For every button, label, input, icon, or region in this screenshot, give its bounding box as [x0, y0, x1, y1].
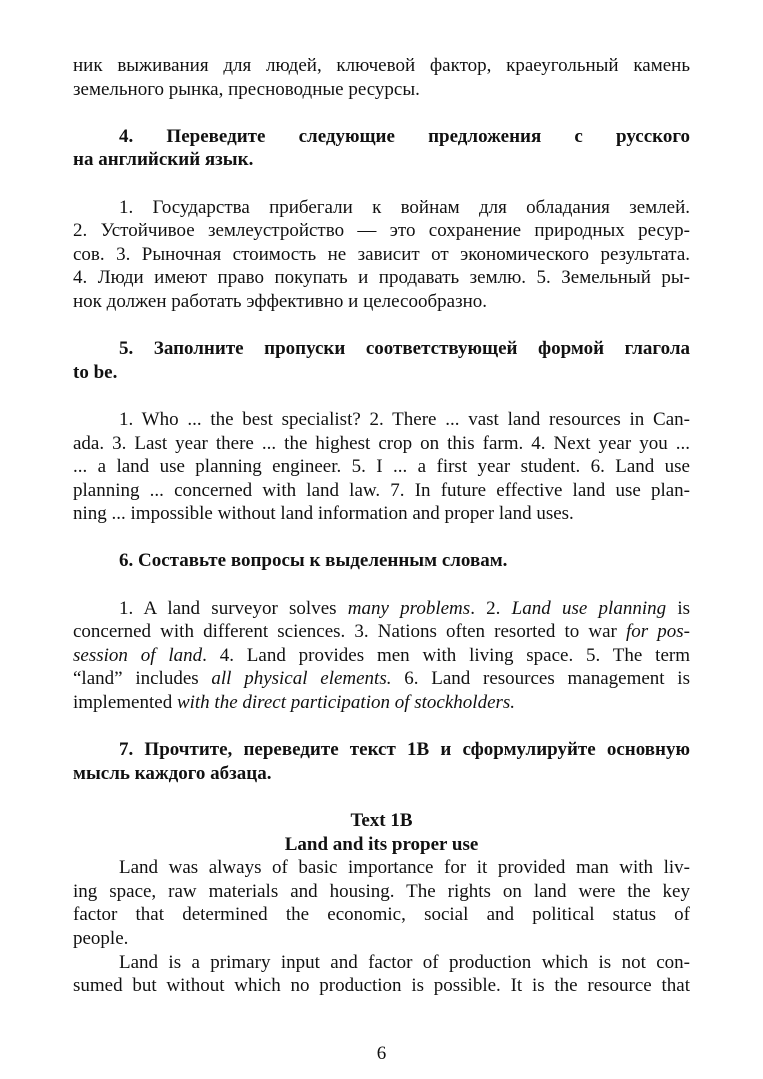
text-run: . 4. Land provides men with living space. 5. The term [202, 644, 690, 666]
task5-heading: to be. [73, 361, 118, 383]
page-number: 6 [376, 1043, 387, 1064]
body-line: sumed but without which no production is possible. It is the resource that [73, 975, 690, 997]
task4-line: нок должен работать эффективно и целесообразно. [73, 290, 488, 312]
task5-line: ada. 3. Last year there ... the highest crop on this farm. 4. Next year you ... [73, 432, 690, 454]
emphasis-run: session of land [73, 644, 203, 666]
task4-line: сов. 3. Рыночная стоимость не зависит от экономического результата. [73, 243, 690, 265]
body-line: Land was always of basic importance for it provided man with liv- [119, 857, 690, 879]
body-line: Land is a primary input and factor of production which is not con- [119, 951, 690, 973]
intro-line: ник выживания для людей, ключевой фактор, краеугольный камень [73, 55, 690, 76]
emphasis-run: with the direct participation of stockholders. [176, 692, 516, 714]
task5-line: ... a land use planning engineer. 5. I ... a first year student. 6. Land use [73, 456, 690, 478]
task6-line [73, 667, 690, 691]
task7-heading: мысль каждого абзаца. [73, 762, 272, 784]
task6-line [73, 597, 690, 621]
task5-line: 1. Who ... the best specialist? 2. There ... vast land resources in Can- [119, 408, 690, 430]
text-run: is [666, 597, 691, 619]
task7-heading: 7. Прочтите, переведите текст 1B и сформулируйте основную [119, 739, 690, 761]
emphasis-run: for pos- [625, 621, 690, 643]
task4-heading: 4. Переведите следующие предложения с русского [119, 125, 690, 147]
task5-line: planning ... concerned with land law. 7. In future effective land use plan- [73, 479, 690, 501]
task4-line: 1. Государства прибегали к войнам для обладания землей. [119, 196, 690, 218]
task5-line: ning ... impossible without land information and proper land uses. [73, 503, 574, 525]
task5-heading: 5. Заполните пропуски соответствующей формой глагола [119, 338, 690, 360]
task6-line [73, 691, 690, 715]
body-line: people. [73, 927, 129, 949]
body-line: factor that determined the economic, social and political status of [73, 904, 690, 926]
task6-line [73, 620, 690, 644]
task6-line [73, 644, 690, 668]
task4-heading: на английский язык. [73, 149, 254, 171]
text-run: 6. Land resources management is [391, 668, 690, 690]
emphasis-run: Land use planning [511, 597, 667, 619]
intro-line: земельного рынка, пресноводные ресурсы. [73, 78, 420, 100]
task4-line: 4. Люди имеют право покупать и продавать землю. 5. Земельный ры- [73, 267, 690, 289]
emphasis-run: many problems [347, 597, 471, 619]
text-run: concerned with different sciences. 3. Nations often resorted to war [73, 621, 626, 643]
task6-heading: 6. Составьте вопросы к выделенным словам. [119, 550, 508, 572]
text-run: . 2. [470, 597, 512, 619]
task4-line: 2. Устойчивое землеустройство — это сохранение природных ресур- [73, 220, 690, 242]
text-run: 1. A land surveyor solves [119, 597, 348, 619]
body-line: ing space, raw materials and housing. The rights on land were the key [73, 880, 690, 902]
text-label: Text 1B [350, 810, 413, 831]
emphasis-run: all physical elements. [211, 668, 392, 690]
text-run: implemented [73, 692, 177, 714]
document-page [73, 54, 690, 998]
text-title: Land and its proper use [284, 833, 479, 855]
text-run: “land” includes [73, 668, 212, 690]
